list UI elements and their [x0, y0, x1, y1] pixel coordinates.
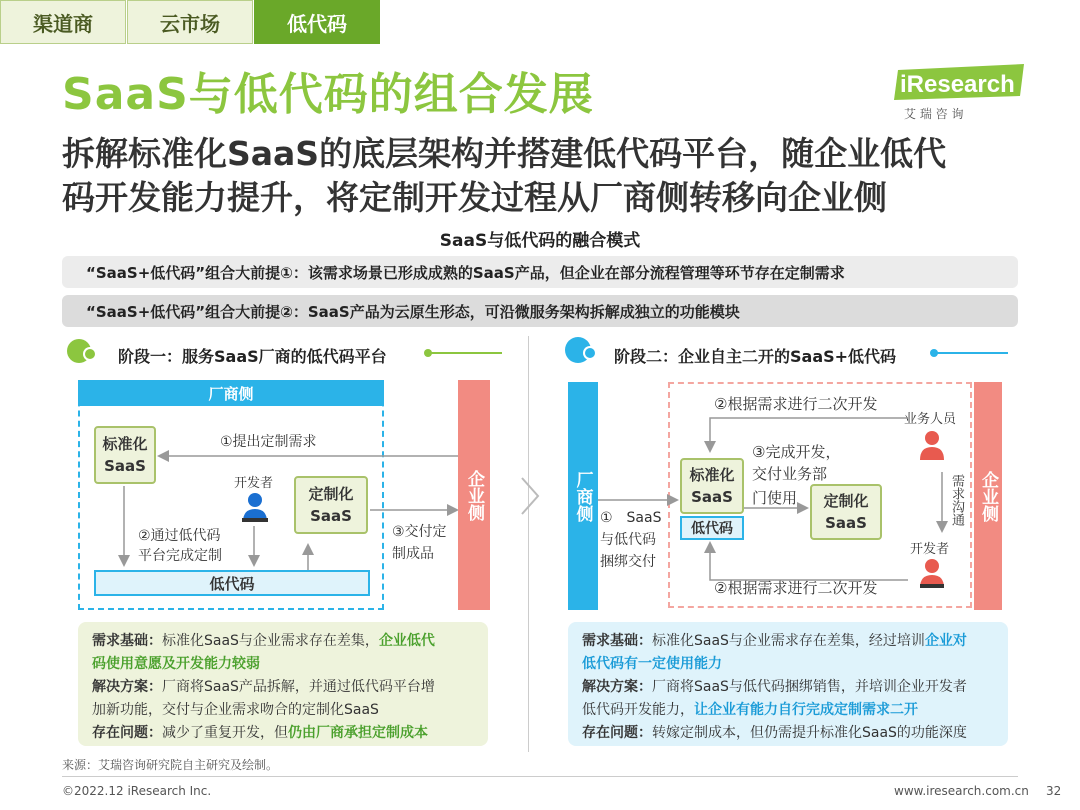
divider-line	[528, 336, 529, 752]
s1-label-solution: 解决方案：	[92, 679, 162, 695]
stage2-developer-icon	[918, 558, 946, 590]
stage2-step1b: 与低代码	[600, 532, 656, 548]
stage1-developer-label: 开发者	[234, 476, 274, 491]
subtitle-line-2: 码开发能力提升，将定制开发过程从厂商侧转移向企业侧	[62, 178, 887, 217]
s2-solution-highlight: 让企业有能力自行完成定制需求二开	[694, 702, 918, 718]
s1-demand-text: 标准化SaaS与企业需求存在差集，	[162, 633, 379, 649]
s2-demand-highlight-2: 低代码有一定使用能力	[582, 656, 722, 672]
stage2-step3a: ③完成开发，	[752, 443, 841, 461]
s2-solution-text: 厂商将SaaS与低代码捆绑销售，并培训企业开发者	[652, 679, 967, 695]
s2-demand-highlight: 企业对	[924, 633, 967, 649]
website-link[interactable]: www.iresearch.com.cn	[894, 784, 1029, 798]
stage2-line-icon	[930, 351, 1008, 355]
stage2-comm-label: 需求沟通	[949, 474, 964, 526]
iresearch-logo	[892, 62, 1032, 122]
stage1-standard-saas: 标准化 SaaS	[94, 426, 156, 484]
stage2-step1c: 捆绑交付	[600, 554, 656, 570]
tab-cloud-market[interactable]: 云市场	[127, 0, 253, 44]
stage1-icon	[66, 338, 100, 364]
stage2-step2-bottom: ②根据需求进行二次开发	[714, 579, 878, 597]
stage1-enterprise-bar: 企业侧	[458, 380, 490, 610]
stage1-step2a: ②通过低代码	[138, 528, 221, 544]
subtitle	[62, 132, 1042, 220]
stage1-lowcode-bar: 低代码	[94, 570, 370, 596]
stage2-standard-saas: 标准化 SaaS	[680, 458, 744, 514]
s2-label-problem: 存在问题：	[582, 725, 652, 741]
stage1-step3a: ③交付定	[392, 524, 447, 540]
subtitle-line-1: 拆解标准化SaaS的底层架构并搭建低代码平台，随企业低代	[62, 134, 947, 173]
stage2-step2-top: ②根据需求进行二次开发	[714, 395, 878, 413]
stage2-lowcode: 低代码	[680, 516, 744, 540]
stage2-vendor-bar: 厂商侧	[568, 382, 598, 610]
logo-cn: 艾 瑞 咨 询	[904, 107, 964, 121]
stage1-vendor-bar: 厂商侧	[78, 380, 384, 406]
next-arrow-icon	[520, 476, 540, 516]
s2-solution-text-2: 低代码开发能力，	[582, 702, 694, 718]
chart-title: SaaS与低代码的融合模式	[439, 231, 641, 251]
page-title: SaaS与低代码的组合发展	[62, 69, 594, 120]
s1-solution-text-2: 加新功能，交付与企业需求吻合的定制化SaaS	[92, 702, 379, 718]
tab-lowcode[interactable]: 低代码	[254, 0, 380, 44]
stage1-description	[78, 622, 488, 746]
stage2-step1a: ① SaaS	[600, 510, 662, 526]
stage2-title: 阶段二：企业自主二开的SaaS+低代码	[614, 347, 897, 366]
developer-icon	[240, 492, 270, 524]
stage2-icon	[564, 336, 600, 364]
s1-demand-highlight: 企业低代	[378, 633, 435, 649]
footer-divider	[62, 776, 1018, 777]
s2-demand-text: 标准化SaaS与企业需求存在差集，经过培训	[652, 633, 925, 649]
stage2-custom-saas: 定制化 SaaS	[810, 484, 882, 540]
stage2-description	[568, 622, 1008, 746]
stage2-enterprise-bar: 企业侧	[974, 382, 1002, 610]
s1-problem-highlight: 仍由厂商承担定制成本	[288, 725, 428, 741]
premise-2: “SaaS+低代码”组合大前提②：SaaS产品为云原生形态，可沿微服务架构拆解成独立的功能模块	[62, 295, 1018, 327]
s1-demand-highlight-2: 码使用意愿及开发能力较弱	[92, 656, 260, 672]
s2-label-demand: 需求基础：	[582, 633, 652, 649]
stage1-line-icon	[424, 351, 502, 355]
logo-brand: iResearch	[900, 71, 1015, 98]
s1-label-problem: 存在问题：	[92, 725, 162, 741]
page-number: 32	[1046, 784, 1062, 798]
stage1-custom-saas: 定制化 SaaS	[294, 476, 368, 534]
stage1-step1: ①提出定制需求	[220, 434, 317, 450]
s1-solution-text: 厂商将SaaS产品拆解，并通过低代码平台增	[162, 679, 435, 695]
tab-channel[interactable]: 渠道商	[0, 0, 126, 44]
stage1-title: 阶段一：服务SaaS厂商的低代码平台	[118, 347, 387, 366]
stage2-business-label: 业务人员	[904, 412, 957, 427]
s1-problem-text: 减少了重复开发，但	[162, 725, 288, 741]
s1-label-demand: 需求基础：	[92, 633, 162, 649]
stage2-developer-label: 开发者	[910, 542, 950, 557]
stage2-step3b: 交付业务部	[752, 465, 828, 483]
s2-problem-text: 转嫁定制成本，但仍需提升标准化SaaS的功能深度	[652, 725, 967, 741]
stage1-step2b: 平台完成定制	[138, 548, 222, 564]
business-user-icon	[918, 430, 946, 462]
premise-1: “SaaS+低代码”组合大前提①：该需求场景已形成成熟的SaaS产品，但企业在部分流程管理等环节存在定制需求	[62, 256, 1018, 288]
stage1-step3b: 制成品	[392, 546, 434, 562]
stage2-step3c: 门使用	[752, 489, 798, 507]
s2-label-solution: 解决方案：	[582, 679, 652, 695]
copyright: ©2022.12 iResearch Inc.	[62, 784, 212, 798]
source-note: 来源：艾瑞咨询研究院自主研究及绘制。	[62, 758, 279, 772]
